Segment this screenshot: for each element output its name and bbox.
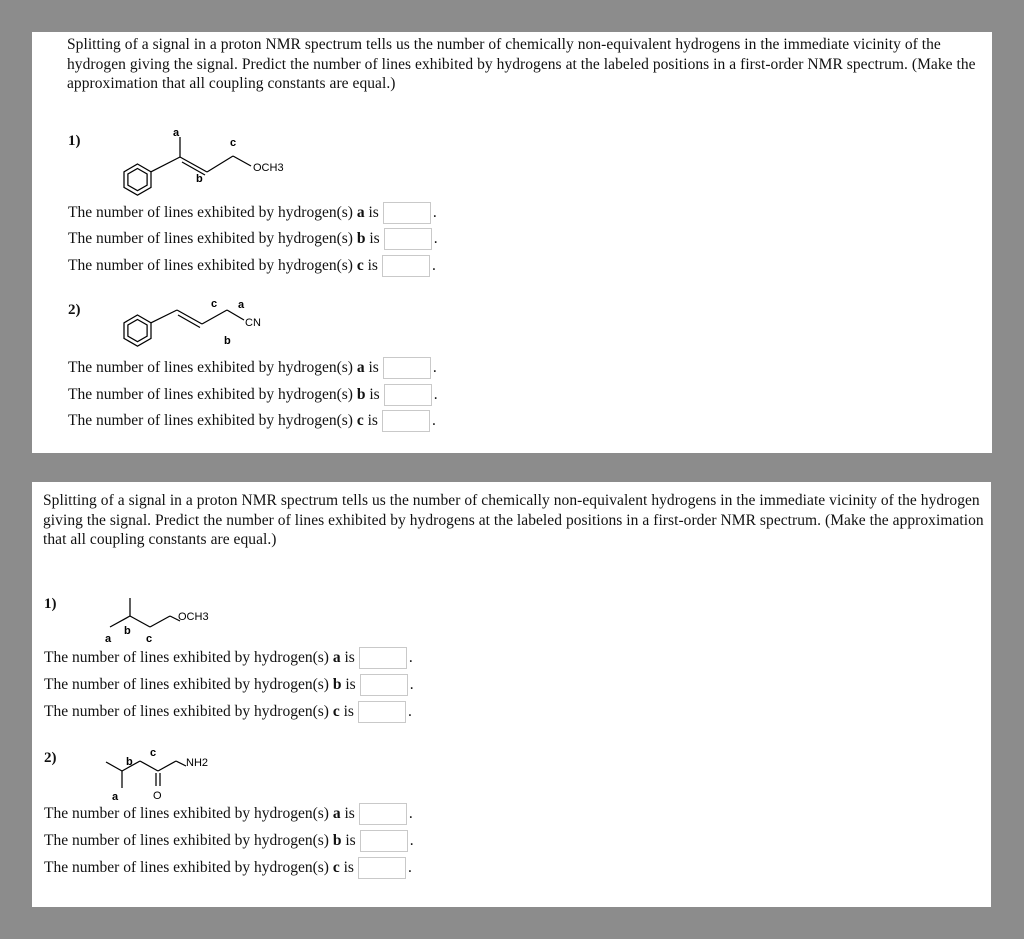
question-number: 2) bbox=[68, 302, 81, 318]
position-label-c: c bbox=[150, 747, 157, 759]
answer-row: The number of lines exhibited by hydrogen(s) a is . bbox=[68, 356, 437, 380]
answer-row: The number of lines exhibited by hydrogen(s) c is . bbox=[44, 700, 412, 724]
bond bbox=[227, 310, 244, 320]
answer-input[interactable] bbox=[383, 202, 431, 224]
molecule-structure-4 bbox=[100, 744, 240, 802]
intro-text: Splitting of a signal in a proton NMR spectrum tells us the number of chemically non-equivalent hydrogens in the immediate vicinity of the hydrogen giving the signal. Predict the number of lines exhibited by hydrogens at the labeled positions in a first-order NMR spectrum. (Make the approximation that all coupling constants are equal.) bbox=[43, 492, 984, 548]
position-label-b: b bbox=[126, 756, 133, 768]
position-label-a: a bbox=[173, 127, 180, 139]
benzene-inner bbox=[128, 320, 147, 342]
position-label-a: a bbox=[112, 791, 119, 803]
bond bbox=[106, 762, 122, 771]
benzene-inner bbox=[128, 169, 147, 191]
position-label-b: b bbox=[196, 173, 203, 185]
bond bbox=[233, 156, 251, 166]
bond bbox=[202, 310, 227, 324]
question-number: 1) bbox=[44, 596, 57, 612]
answer-row: The number of lines exhibited by hydrogen(s) a is . bbox=[44, 802, 413, 826]
question-number: 2) bbox=[44, 750, 57, 766]
bond bbox=[207, 156, 233, 172]
answer-row: The number of lines exhibited by hydrogen(s) b is . bbox=[68, 383, 438, 407]
position-label-a: a bbox=[238, 299, 245, 311]
answer-input[interactable] bbox=[359, 647, 407, 669]
position-label-b: b bbox=[224, 335, 231, 347]
answer-row: The number of lines exhibited by hydrogen(s) c is . bbox=[68, 409, 436, 433]
bond bbox=[140, 761, 158, 771]
position-label-a: a bbox=[105, 633, 112, 645]
position-label-c: c bbox=[230, 137, 237, 149]
answer-row: The number of lines exhibited by hydrogen(s) b is . bbox=[68, 227, 438, 251]
question-number: 1) bbox=[68, 133, 81, 149]
oxygen-label: O bbox=[153, 790, 162, 802]
bond bbox=[151, 157, 180, 172]
answer-input[interactable] bbox=[382, 255, 430, 277]
answer-input[interactable] bbox=[358, 857, 406, 879]
position-label-b: b bbox=[124, 625, 131, 637]
group-label: CN bbox=[245, 317, 261, 329]
bond bbox=[130, 616, 150, 627]
bond bbox=[150, 616, 170, 627]
bond bbox=[176, 761, 186, 766]
answer-input[interactable] bbox=[383, 357, 431, 379]
molecule-structure-3 bbox=[102, 594, 222, 646]
answer-row: The number of lines exhibited by hydrogen(s) b is . bbox=[44, 829, 414, 853]
answer-row: The number of lines exhibited by hydrogen(s) a is . bbox=[44, 646, 413, 670]
bond bbox=[158, 761, 176, 771]
answer-row: The number of lines exhibited by hydrogen(s) c is . bbox=[44, 856, 412, 880]
molecule-structure-1 bbox=[124, 127, 284, 200]
answer-input[interactable] bbox=[359, 803, 407, 825]
answer-row: The number of lines exhibited by hydrogen(s) c is . bbox=[68, 254, 436, 278]
answer-input[interactable] bbox=[358, 701, 406, 723]
answer-input[interactable] bbox=[360, 674, 408, 696]
answer-input[interactable] bbox=[384, 228, 432, 250]
answer-input[interactable] bbox=[360, 830, 408, 852]
intro-text: Splitting of a signal in a proton NMR spectrum tells us the number of chemically non-equivalent hydrogens in the immediate vicinity of the hydrogen giving the signal. Predict the number of lines exhibited by hydrogens at the labeled positions in a first-order NMR spectrum. (Make the approximation that all coupling constants are equal.) bbox=[67, 36, 976, 92]
group-label: OCH3 bbox=[253, 162, 284, 174]
answer-row: The number of lines exhibited by hydrogen(s) a is . bbox=[68, 201, 437, 225]
answer-row: The number of lines exhibited by hydrogen(s) b is . bbox=[44, 673, 414, 697]
answer-input[interactable] bbox=[382, 410, 430, 432]
question-panel-1 bbox=[32, 32, 992, 453]
question-panel-2 bbox=[32, 482, 991, 907]
bond bbox=[151, 310, 177, 323]
position-label-c: c bbox=[146, 633, 153, 645]
bond-double-1 bbox=[180, 157, 207, 172]
group-label: NH2 bbox=[186, 757, 209, 769]
position-label-c: c bbox=[211, 298, 218, 310]
answer-input[interactable] bbox=[384, 384, 432, 406]
molecule-structure-2 bbox=[124, 298, 284, 358]
group-label: OCH3 bbox=[178, 611, 209, 623]
